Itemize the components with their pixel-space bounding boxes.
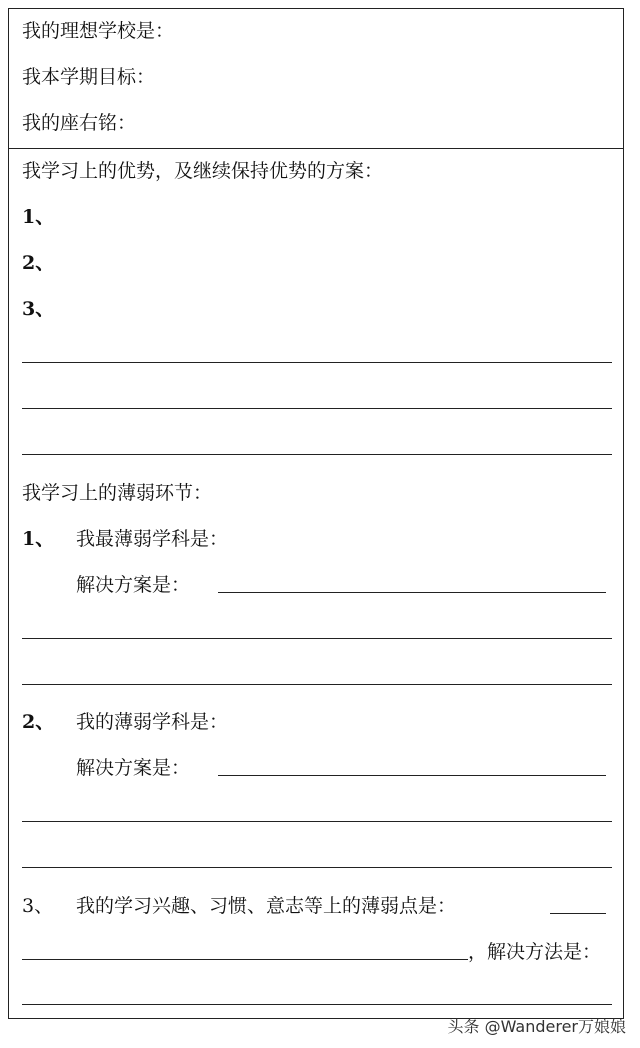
weak-point-fill-line[interactable]: [550, 913, 606, 914]
strength-item-1: 1、: [22, 206, 55, 228]
strengths-title: 我学习上的优势，及继续保持优势的方案：: [22, 160, 384, 182]
strength-item-3: 3、: [22, 298, 55, 320]
answer-line[interactable]: [22, 1004, 612, 1005]
answer-line[interactable]: [22, 408, 612, 409]
weakness-2-solution-label: 解决方案是：: [76, 757, 191, 779]
weakness-3-number: 3、: [22, 895, 54, 917]
solution-fill-line[interactable]: [218, 592, 606, 593]
motto-label: 我的座右铭：: [22, 112, 137, 134]
strength-item-2: 2、: [22, 252, 55, 274]
weakness-3-label: 我的学习兴趣、习惯、意志等上的薄弱点是：: [76, 895, 457, 917]
term-goal-label: 我本学期目标：: [22, 66, 156, 88]
answer-line[interactable]: [22, 638, 612, 639]
weaknesses-title: 我学习上的薄弱环节：: [22, 482, 213, 504]
answer-line[interactable]: [22, 867, 612, 868]
watermark: 头条 @Wanderer万娘娘: [447, 1017, 626, 1036]
answer-line[interactable]: [22, 454, 612, 455]
weakness-3-method-label: ，解决方法是：: [468, 941, 602, 963]
answer-line[interactable]: [22, 959, 468, 960]
weakness-2-label: 我的薄弱学科是：: [76, 711, 229, 733]
weakness-1-solution-label: 解决方案是：: [76, 574, 191, 596]
answer-line[interactable]: [22, 362, 612, 363]
answer-line[interactable]: [22, 684, 612, 685]
weakness-1-label: 我最薄弱学科是：: [76, 528, 229, 550]
ideal-school-label: 我的理想学校是：: [22, 20, 175, 42]
solution-fill-line[interactable]: [218, 775, 606, 776]
answer-line[interactable]: [22, 821, 612, 822]
weakness-2-number: 2、: [22, 711, 55, 733]
weakness-1-number: 1、: [22, 528, 55, 550]
section-divider: [8, 148, 624, 149]
